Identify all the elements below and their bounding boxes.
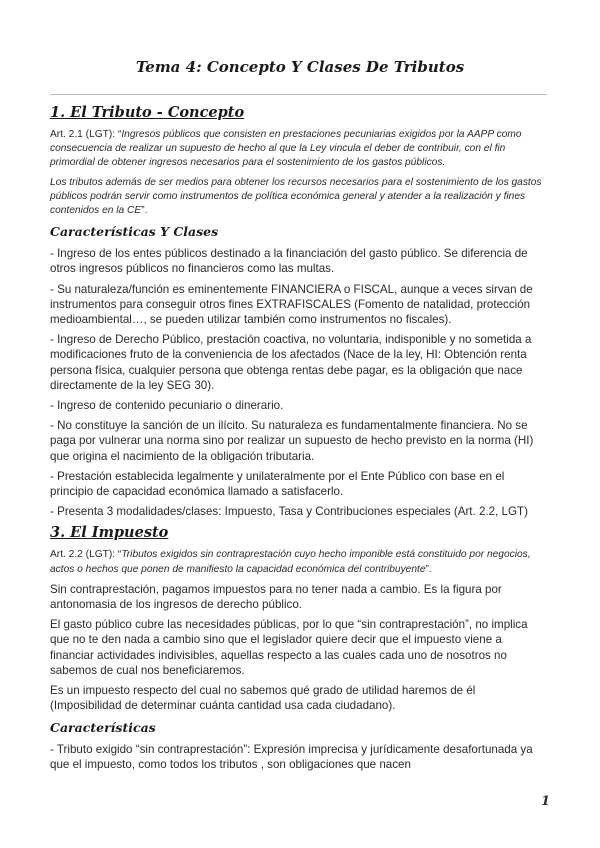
article-2-1-definition: [50, 128, 548, 171]
paragraph: Sin contraprestación, pagamos impuestos para no tener nada a cambio. Es la figura por antonomasia de los ingresos de derecho público.: [50, 582, 502, 612]
list-item: - Tributo exigido “sin contraprestación”: Expresión imprecisa y jurídicamente desafortunada ya que el impuesto, como todos los tributos , son obligaciones que nacen: [50, 742, 533, 771]
list-item: - Presenta 3 modalidades/clases: Impuesto, Tasa y Contribuciones especiales (Art. 2.2, LGT): [50, 505, 528, 519]
subheading-caracteristicas-clases: Características Y Clases: [50, 224, 219, 240]
paragraph: Es un impuesto respecto del cual no sabemos qué grado de utilidad haremos de él (Imposibilidad de determinar cuánta cantidad usa cada ciudadano).: [50, 684, 476, 713]
list-item: - Ingreso de los entes públicos destinado a la financiación del gasto público. Se diferencia de otros ingresos públicos no financieros como las multas.: [50, 247, 528, 276]
list-item: - Prestación establecida legalmente y unilateralmente por el Ente Público con base en el principio de capacidad económica llamado a satisfacerlo.: [50, 469, 505, 499]
article-2-2-definition: [50, 548, 548, 576]
list-item: - Su naturaleza/función es eminentemente FINANCIERA o FISCAL, aunque a veces sirvan de instrumentos para conseguir otros fines EXTRAFISCALES (Fomento de natalidad, protección medioambiental…, se pueden utilizar también como instrumentos no fiscales).: [50, 282, 533, 327]
list-item: - Ingreso de contenido pecuniario o dinerario.: [50, 399, 284, 413]
section-heading-impuesto: 3. El Impuesto: [50, 524, 169, 542]
document-title: Tema 4: Concepto Y Clases De Tributos: [135, 58, 465, 76]
list-item: - No constituye la sanción de un ilícito. Su naturaleza es fundamentalmente financiera. No se paga por vulnerar una norma sino por realizar un supuesto de hecho previsto en la norma (HI) que origina el nacimiento de la obligación tributaria.: [50, 419, 534, 463]
article-text: Ingresos públicos que consisten en prestaciones pecuniarias exigidos por la AAPP como consecuencia de realizar un supuesto de hecho al que la Ley vincula el deber de contribuir, con el fin primordial de obtener ingresos necesarios para el sostenimiento de los gastos públicos.: [50, 129, 522, 169]
title-divider: [50, 94, 547, 95]
article-text: Tributos exigidos sin contraprestación cuyo hecho imponible está constituido por negocios, actos o hechos que ponen de manifiesto la capacidad económica del contribuyente: [50, 549, 531, 575]
document-body: [50, 104, 548, 777]
article-ref: Art. 2.1 (LGT): “: [50, 129, 122, 140]
article-text-2: Los tributos además de ser medios para obtener los recursos necesarios para el sostenimiento de los gastos públicos podrán servir como instrumentos de política económica general y atender a la realización y fines contenidos en la CE: [50, 176, 542, 217]
article-ref: Art. 2.2 (LGT): “: [50, 549, 122, 561]
article-close: ”.: [141, 205, 148, 217]
paragraph: El gasto público cubre las necesidades públicas, por lo que “sin contraprestación”, no implica que no te den nada a cambio sino que el legislador quiere decir que el impuesto viene a financiar actividades indivisibles, aquellas respecto a las cuales cada uno de nosotros no sabemos de cual nos beneficiaremos.: [50, 618, 528, 677]
section-heading-tributo: 1. El Tributo - Concepto: [50, 104, 245, 121]
article-close: ”.: [425, 563, 432, 575]
page-number: 1: [540, 794, 550, 809]
subheading-caracteristicas: Características: [50, 719, 156, 735]
list-item: - Ingreso de Derecho Público, prestación coactiva, no voluntaria, indisponible y no sometida a modificaciones fruto de la conveniencia de los afectados (Nace de la ley, HI: Obtención renta persona física, cualquier persona que obtenga rentas debe pagar, es la obligación que nace directamente de la ley SEG 30).: [50, 333, 532, 392]
article-2-1-continuation: [50, 176, 548, 219]
